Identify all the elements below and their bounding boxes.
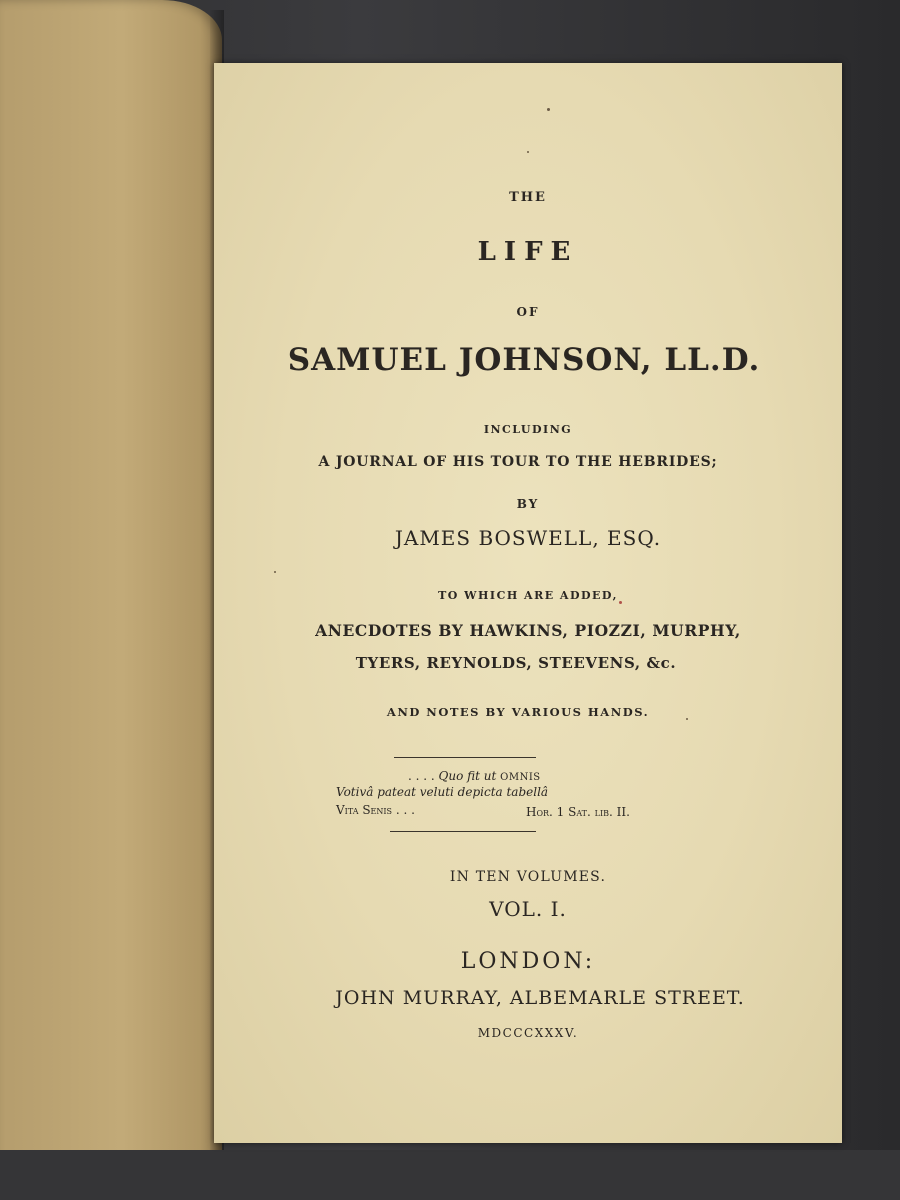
anecdotes-line-2: TYERS, REYNOLDS, STEEVENS, &c. [355, 654, 677, 672]
by-label: BY [516, 497, 540, 511]
epigraph-citation: Hor. 1 Sat. lib. II. [526, 805, 630, 819]
volumes-line: IN TEN VOLUMES. [449, 869, 607, 885]
imprint-city: LONDON: [460, 949, 596, 974]
title-of: OF [516, 305, 540, 319]
foxing-speck [547, 108, 550, 111]
epigraph-line-2: Votivâ pateat veluti depicta tabellâ [336, 785, 549, 799]
volume-number: VOL. I. [489, 897, 567, 921]
foxing-speck [527, 151, 529, 153]
author-name: JAMES BOSWELL, ESQ. [394, 526, 662, 550]
rule-divider-bottom [390, 831, 536, 832]
journal-line: A JOURNAL OF HIS TOUR TO THE HEBRIDES; [318, 454, 718, 470]
rule-divider-top [394, 757, 536, 758]
epigraph-omnis: OMNIS [500, 772, 541, 783]
imprint-date: MDCCCXXXV. [477, 1026, 579, 1040]
added-label: TO WHICH ARE ADDED, [438, 589, 618, 602]
subject-name: SAMUEL JOHNSON, LL.D. [287, 342, 761, 378]
epigraph-line-3: Vita Senis . . . [336, 803, 415, 817]
notes-line: AND NOTES BY VARIOUS HANDS. [386, 705, 650, 719]
facing-left-page [0, 0, 222, 1200]
title-the: THE [509, 190, 547, 205]
foxing-speck [619, 601, 622, 604]
foxing-speck [274, 571, 276, 573]
epigraph-line-1 [408, 769, 541, 783]
epigraph-quo-fit: Quo fit ut [438, 769, 501, 783]
imprint-publisher: JOHN MURRAY, ALBEMARLE STREET. [335, 987, 745, 1009]
epigraph-ellipsis: . . . . [408, 769, 439, 783]
title-life: LIFE [477, 237, 579, 267]
foxing-speck [686, 718, 688, 720]
anecdotes-line-1: ANECDOTES BY HAWKINS, PIOZZI, MURPHY, [315, 621, 741, 640]
title-page [214, 63, 842, 1143]
including-label: INCLUDING [483, 423, 573, 436]
table-surface [0, 1150, 900, 1200]
